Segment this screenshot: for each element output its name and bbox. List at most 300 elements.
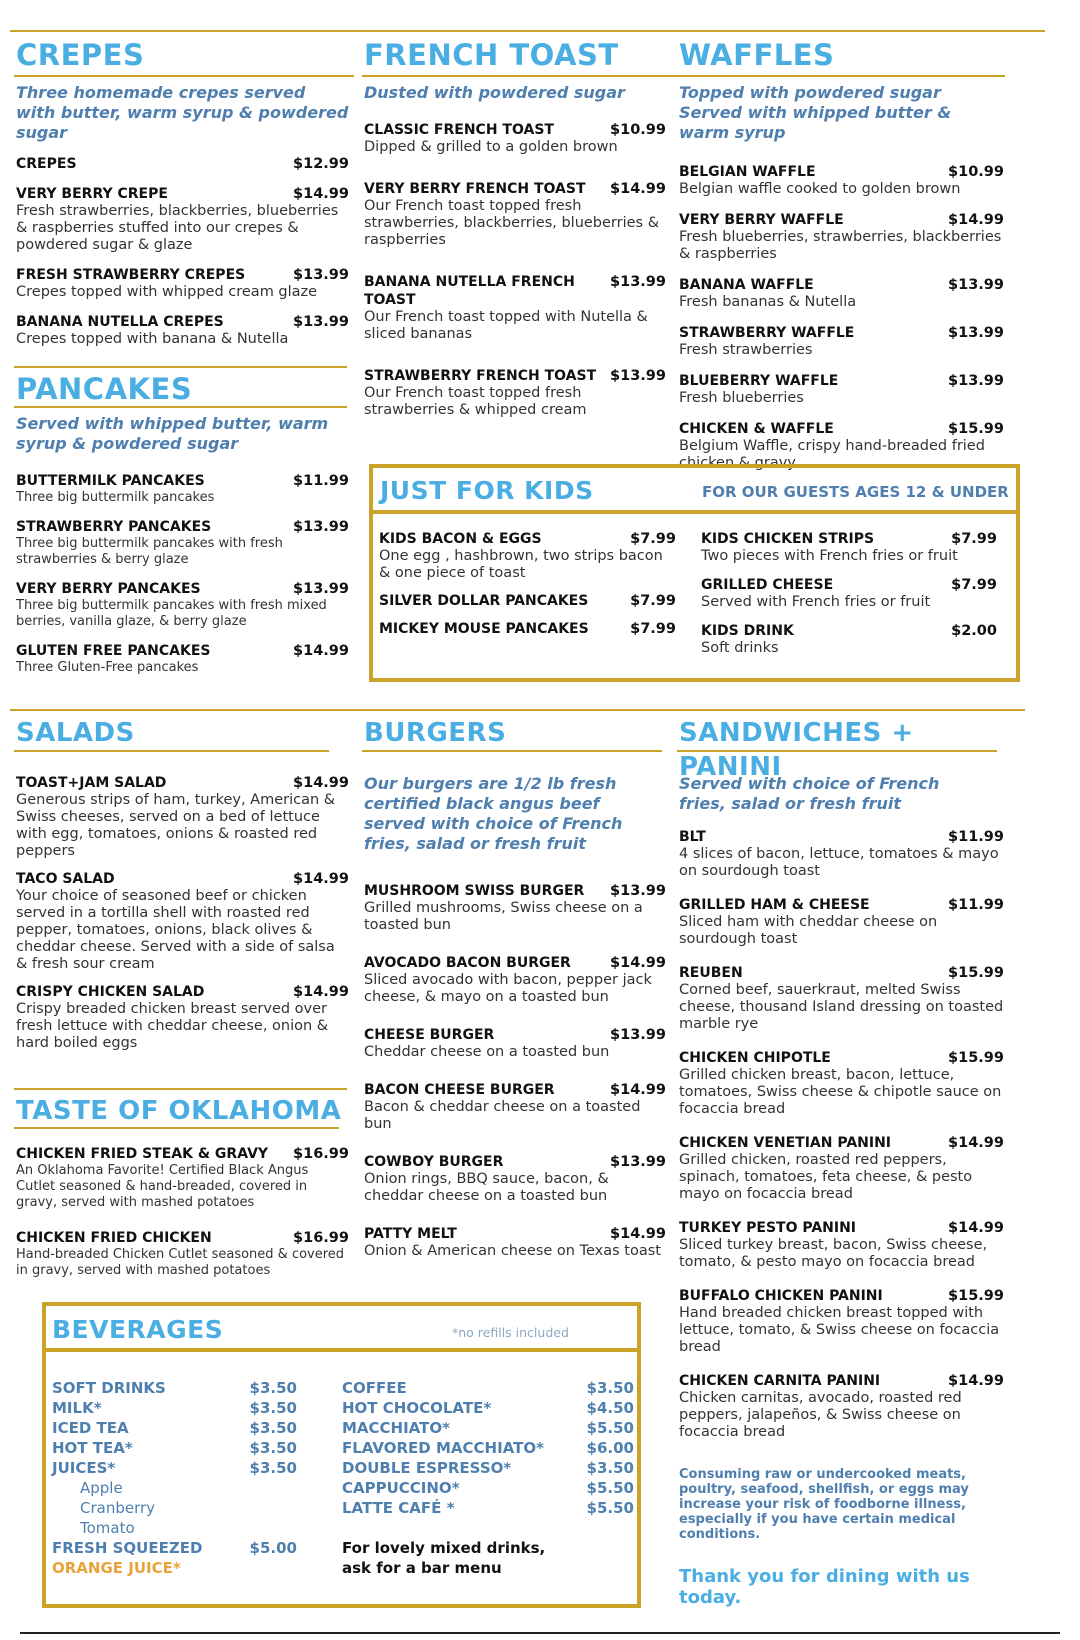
menu-item-price: $13.99 [293,519,349,535]
menu-item-name: VERY BERRY CREPE [16,186,168,202]
menu-item-price: $14.99 [293,984,349,1000]
burgers-subtitle: Our burgers are 1/2 lb fresh certified black angus beef served with choice of French fries, salad or fresh fruit [364,774,623,853]
menu-item-header [679,372,1004,390]
menu-item-name: AVOCADO BACON BURGER [364,955,571,971]
menu-item-name: BANANA WAFFLE [679,277,814,293]
pancakes-body [16,414,349,676]
kids-left [379,530,676,638]
menu-item-description: Sliced ham with cheddar cheese on sourdough toast [679,914,938,947]
menu-item-name: REUBEN [679,965,743,981]
top-rule [10,30,1045,32]
menu-item-name: TACO SALAD [16,871,115,887]
beverage-price: $3.50 [249,1439,297,1457]
bar-note-2: ask for a bar menu [342,1559,502,1577]
menu-item-header [701,576,997,594]
beverages-left-list [52,1378,297,1478]
menu-item-name: GLUTEN FREE PANCAKES [16,643,211,659]
menu-item-description: Sliced avocado with bacon, pepper jack cheese, & mayo on a toasted bun [364,972,652,1005]
menu-item-header [16,983,349,1001]
sandwiches-title: SANDWICHES + PANINI [679,718,914,782]
thank-you-note: Thank you for dining with us today. [679,1566,970,1608]
menu-item-name: CREPES [16,156,77,172]
menu-item-description: Our French toast topped fresh strawberries, blackberries, blueberries & raspberries [364,198,660,248]
beverages-header [52,1313,632,1347]
menu-item [364,180,666,249]
menu-item-name: VERY BERRY PANCAKES [16,581,201,597]
menu-item [679,211,1004,263]
sandwiches-list [679,828,1004,1441]
oklahoma-top-rule [14,1088,347,1090]
menu-item [379,530,676,582]
menu-item-header [364,1153,666,1171]
beverage-price: $4.50 [586,1399,634,1417]
juice-flavor: Apple [80,1479,123,1497]
beverage-name: CAPPUCCINO* [342,1479,460,1497]
beverage-name: HOT TEA* [52,1439,133,1457]
menu-item-name: CHICKEN CHIPOTLE [679,1050,831,1066]
menu-item-price: $14.99 [610,1226,666,1242]
beverage-row [52,1398,297,1418]
menu-item-price: $15.99 [948,1050,1004,1066]
kids-header-rule [373,510,1016,514]
salads-list [16,774,349,1052]
menu-item-name: CHICKEN FRIED STEAK & GRAVY [16,1146,269,1162]
oklahoma-title: TASTE OF OKLAHOMA [16,1096,342,1126]
menu-item-header [364,1081,666,1099]
fresh-oj-price: $5.00 [249,1539,297,1557]
beverage-name: HOT CHOCOLATE* [342,1399,492,1417]
menu-item-header [679,964,1004,982]
pancakes-top-rule [14,366,347,368]
kids-right [701,530,997,657]
beverage-price: $5.50 [586,1499,634,1517]
oklahoma-body [16,1145,349,1279]
salads-title: SALADS [16,718,135,748]
menu-item-name: CHICKEN FRIED CHICKEN [16,1230,212,1246]
menu-item [16,1145,349,1211]
beverage-price: $5.50 [586,1479,634,1497]
menu-item-price: $15.99 [948,421,1004,437]
menu-item-name: FRESH STRAWBERRY CREPES [16,267,246,283]
menu-item-price: $7.99 [630,531,676,547]
beverage-name: FLAVORED MACCHIATO* [342,1439,544,1457]
menu-item-price: $2.00 [951,623,997,639]
menu-item-name: VERY BERRY FRENCH TOAST [364,181,586,197]
orange-juice-label: ORANGE JUICE* [52,1559,181,1577]
waffles-body [679,83,1004,472]
beverage-price: $6.00 [586,1439,634,1457]
menu-item-header [16,774,349,792]
menu-item-price: $14.99 [948,1135,1004,1151]
menu-item [364,121,666,156]
beverage-row [342,1398,634,1418]
menu-item [701,622,997,657]
kids-left-list [379,530,676,638]
menu-item-name: MICKEY MOUSE PANCAKES [379,621,589,637]
menu-item-price: $14.99 [610,181,666,197]
menu-item-description: An Oklahoma Favorite! Certified Black Angus Cutlet seasoned & hand-breaded, covered in gravy, served with mashed potatoes [16,1163,309,1210]
burgers-section [364,716,664,750]
menu-item-price: $10.99 [610,122,666,138]
menu-item-header [679,1134,1004,1152]
menu-item-price: $14.99 [610,1082,666,1098]
french-toast-list [364,121,666,419]
beverage-row [342,1498,634,1518]
menu-item-price: $14.99 [948,1220,1004,1236]
menu-item-name: BACON CHEESE BURGER [364,1082,555,1098]
menu-item-header [679,828,1004,846]
menu-item [679,828,1004,880]
menu-item-price: $14.99 [948,1373,1004,1389]
menu-item-description: Three Gluten-Free pancakes [16,660,199,675]
menu-item-header [679,1287,1004,1305]
menu-item-description: Crispy breaded chicken breast served over fresh lettuce with cheddar cheese, onion & hard boiled eggs [16,1001,329,1051]
menu-item-name: STRAWBERRY FRENCH TOAST [364,368,597,384]
oklahoma-section [16,1094,346,1128]
menu-item-price: $12.99 [293,156,349,172]
french-toast-section [364,38,664,72]
beverage-price: $3.50 [586,1379,634,1397]
beverages-left [52,1378,297,1578]
menu-item-description: Three big buttermilk pancakes with fresh strawberries & berry glaze [16,536,283,567]
menu-item-description: Served with French fries or fruit [701,594,931,610]
menu-item [679,276,1004,311]
oklahoma-rule [14,1127,339,1129]
menu-item-header [379,592,676,610]
pancakes-title: PANCAKES [16,372,193,406]
menu-item-name: VERY BERRY WAFFLE [679,212,844,228]
menu-item-description: Grilled chicken breast, bacon, lettuce, tomatoes, Swiss cheese & chipotle sauce on focaccia bread [679,1067,1002,1117]
menu-item-description: Onion & American cheese on Texas toast [364,1243,661,1259]
menu-item-header [679,1219,1004,1237]
menu-item [16,518,349,568]
menu-item-header [364,954,666,972]
menu-item [364,954,666,1006]
menu-item-header [679,276,1004,294]
menu-item-price: $13.99 [610,368,666,384]
menu-item-price: $14.99 [293,775,349,791]
beverage-row [52,1418,297,1438]
menu-item-price: $14.99 [293,871,349,887]
menu-item [16,774,349,860]
burgers-rule [362,750,662,752]
mid-rule [10,709,1025,711]
menu-item-price: $15.99 [948,965,1004,981]
menu-item [16,185,349,254]
menu-item-header [364,180,666,198]
kids-right-list [701,530,997,657]
menu-item-price: $16.99 [293,1146,349,1162]
beverages-header-rule [46,1348,637,1352]
food-warning: Consuming raw or undercooked meats, poultry, seafood, shellfish, or eggs may increase your risk of foodborne illness, especially if you have certain medical conditions. [679,1467,969,1542]
menu-item [364,273,666,343]
sandwiches-rule [677,750,997,752]
menu-item [679,163,1004,198]
menu-item-header [379,530,676,548]
menu-item-name: BANANA NUTELLA FRENCH TOAST [364,274,575,308]
crepes-subtitle: Three homemade crepes served with butter, warm syrup & powdered sugar [16,83,349,142]
french-toast-subtitle: Dusted with powdered sugar [364,83,625,102]
menu-item-price: $7.99 [630,593,676,609]
oklahoma-list [16,1145,349,1279]
beverage-row [342,1478,634,1498]
menu-item-name: BLUEBERRY WAFFLE [679,373,839,389]
menu-item-price: $7.99 [951,531,997,547]
beverage-name: DOUBLE ESPRESSO* [342,1459,512,1477]
menu-item-name: GRILLED CHEESE [701,577,834,593]
menu-item-description: Our French toast topped fresh strawberries & whipped cream [364,385,587,418]
menu-item-description: Fresh strawberries [679,342,813,358]
sandwiches-body [679,774,1004,1608]
pancakes-rule [14,406,347,408]
menu-item-name: KIDS CHICKEN STRIPS [701,531,875,547]
menu-item-header [364,1026,666,1044]
menu-item-name: CHICKEN VENETIAN PANINI [679,1135,892,1151]
juice-flavor: Cranberry [80,1499,156,1517]
menu-item-name: COWBOY BURGER [364,1154,504,1170]
menu-item-name: BLT [679,829,706,845]
menu-item-description: Fresh blueberries [679,390,804,406]
menu-item-description: Grilled chicken, roasted red peppers, spinach, tomatoes, feta cheese, & pesto mayo on focaccia bread [679,1152,973,1202]
beverage-row [52,1458,297,1478]
menu-item-header [364,1225,666,1243]
juice-flavor: Tomato [80,1519,135,1537]
menu-item-description: Our French toast topped with Nutella & sliced bananas [364,309,648,342]
menu-item [364,367,666,419]
menu-item [679,1287,1004,1356]
menu-item-description: Fresh bananas & Nutella [679,294,857,310]
menu-item-description: Belgian waffle cooked to golden brown [679,181,961,197]
menu-item-price: $10.99 [948,164,1004,180]
menu-item-description: Three big buttermilk pancakes with fresh mixed berries, vanilla glaze, & berry glaze [16,598,327,629]
pancakes-subtitle: Served with whipped butter, warm syrup & powdered sugar [16,414,329,453]
menu-item-description: 4 slices of bacon, lettuce, tomatoes & mayo on sourdough toast [679,846,999,879]
menu-item [16,870,349,973]
crepes-title: CREPES [16,38,145,72]
salads-rule [14,750,329,752]
bottom-rule [20,1632,1060,1634]
menu-item [16,580,349,630]
menu-item [364,1026,666,1061]
menu-item [16,266,349,301]
menu-item-description: Cheddar cheese on a toasted bun [364,1044,610,1060]
menu-item-price: $13.99 [293,267,349,283]
waffles-rule [677,75,1005,77]
beverages-note: *no refills included [452,1325,569,1340]
crepes-section [16,38,351,72]
menu-item [16,1229,349,1279]
menu-item-description: Three big buttermilk pancakes [16,490,215,505]
menu-item-price: $14.99 [293,186,349,202]
beverage-price: $3.50 [249,1459,297,1477]
menu-item-description: Onion rings, BBQ sauce, bacon, & cheddar cheese on a toasted bun [364,1171,609,1204]
menu-item-price: $13.99 [948,325,1004,341]
menu-item-header [679,163,1004,181]
menu-item [16,472,349,506]
fresh-oj-row [52,1538,297,1558]
menu-item [679,324,1004,359]
menu-item-name: PATTY MELT [364,1226,457,1242]
menu-item-header [364,273,666,309]
menu-item-name: CLASSIC FRENCH TOAST [364,122,554,138]
menu-item-description: One egg , hashbrown, two strips bacon & one piece of toast [379,548,663,581]
menu-item-description: Crepes topped with banana & Nutella [16,331,289,347]
menu-item-name: STRAWBERRY WAFFLE [679,325,855,341]
menu-item-description: Fresh blueberries, strawberries, blackberries & raspberries [679,229,1002,262]
fresh-squeezed-label: FRESH SQUEEZED [52,1539,203,1557]
menu-item-price: $11.99 [948,829,1004,845]
menu-item-header [379,620,676,638]
beverage-price: $3.50 [586,1459,634,1477]
beverage-row [342,1418,634,1438]
menu-item-description: Belgium Waffle, crispy hand-breaded fried chicken & gravy [679,438,985,471]
crepes-list [16,155,349,348]
menu-item [16,642,349,676]
crepes-body [16,83,349,348]
menu-item-header [16,642,349,660]
menu-item-price: $15.99 [948,1288,1004,1304]
crepes-rule [14,75,354,77]
menu-item-header [16,1229,349,1247]
menu-item-price: $14.99 [293,643,349,659]
menu-item-header [679,211,1004,229]
menu-item [679,1134,1004,1203]
menu-item-description: Soft drinks [701,640,779,656]
menu-item [16,313,349,348]
menu-item-price: $13.99 [610,274,666,290]
menu-item-description: Bacon & cheddar cheese on a toasted bun [364,1099,641,1132]
waffles-list [679,163,1004,472]
menu-item-header [679,1049,1004,1067]
menu-item-name: BUTTERMILK PANCAKES [16,473,205,489]
pancakes-list [16,472,349,676]
waffles-title: WAFFLES [679,38,835,72]
menu-item-header [16,185,349,203]
beverage-price: $5.50 [586,1419,634,1437]
menu-item-description: Sliced turkey breast, bacon, Swiss cheese, tomato, & pesto mayo on focaccia bread [679,1237,988,1270]
menu-item [364,1153,666,1205]
menu-item-price: $7.99 [630,621,676,637]
menu-item-name: TOAST+JAM SALAD [16,775,167,791]
menu-item-description: Grilled mushrooms, Swiss cheese on a toasted bun [364,900,643,933]
menu-item-price: $16.99 [293,1230,349,1246]
beverage-price: $3.50 [249,1379,297,1397]
kids-note: FOR OUR GUESTS AGES 12 & UNDER [702,483,1009,501]
beverage-name: JUICES* [52,1459,116,1477]
menu-item-price: $14.99 [948,212,1004,228]
bar-note-1: For lovely mixed drinks, [342,1539,546,1557]
juice-flavors [52,1478,297,1538]
menu-item-description: Your choice of seasoned beef or chicken served in a tortilla shell with roasted red pepper, tomatoes, onions, black olives & cheddar cheese. Served with a side of salsa & fresh sour cream [16,888,335,972]
beverage-row [342,1378,634,1398]
beverage-row [52,1438,297,1458]
menu-item [679,1219,1004,1271]
menu-item-name: CRISPY CHICKEN SALAD [16,984,205,1000]
french-toast-title: FRENCH TOAST [364,38,619,72]
menu-item [679,1372,1004,1441]
menu-item-price: $7.99 [951,577,997,593]
menu-item-header [364,367,666,385]
menu-item [364,882,666,934]
burgers-body [364,774,666,1260]
menu-item-name: MUSHROOM SWISS BURGER [364,883,585,899]
menu-item-header [16,313,349,331]
menu-item-name: CHICKEN & WAFFLE [679,421,834,437]
menu-item-name: SILVER DOLLAR PANCAKES [379,593,589,609]
menu-item-price: $13.99 [293,581,349,597]
menu-item-header [16,870,349,888]
menu-item-name: BUFFALO CHICKEN PANINI [679,1288,883,1304]
sandwiches-subtitle: Served with choice of French fries, salad or fresh fruit [679,774,940,813]
beverage-price: $3.50 [249,1419,297,1437]
salads-body [16,774,349,1052]
menu-item-description: Corned beef, sauerkraut, melted Swiss cheese, thousand Island dressing on toasted marble rye [679,982,1004,1032]
menu-item-header [679,1372,1004,1390]
beverage-name: SOFT DRINKS [52,1379,166,1397]
menu-item-header [16,518,349,536]
menu-item-name: BANANA NUTELLA CREPES [16,314,224,330]
beverages-right [342,1378,634,1578]
menu-item-description: Generous strips of ham, turkey, American & Swiss cheeses, served on a bed of lettuce with egg, tomatoes, onions & roasted red peppers [16,792,336,859]
menu-item-name: STRAWBERRY PANCAKES [16,519,212,535]
beverage-name: MILK* [52,1399,102,1417]
waffles-section [679,38,1009,72]
burgers-title: BURGERS [364,718,507,748]
menu-item-header [701,622,997,640]
kids-header [380,474,1010,508]
menu-item [679,372,1004,407]
menu-item-header [679,896,1004,914]
menu-item-name: KIDS BACON & EGGS [379,531,542,547]
menu-item-name: KIDS DRINK [701,623,794,639]
menu-item-header [16,580,349,598]
menu-item-description: Two pieces with French fries or fruit [701,548,958,564]
menu-item-price: $13.99 [610,1154,666,1170]
menu-item [379,592,676,610]
menu-item-header [364,121,666,139]
menu-item [701,576,997,611]
menu-item-header [16,266,349,284]
menu-item-header [16,472,349,490]
menu-item [679,964,1004,1033]
menu-item-name: GRILLED HAM & CHEESE [679,897,870,913]
beverage-price: $3.50 [249,1399,297,1417]
menu-item [379,620,676,638]
menu-item-description: Hand breaded chicken breast topped with lettuce, tomato, & Swiss cheese on focaccia bread [679,1305,1000,1355]
menu-item [364,1225,666,1260]
waffles-subtitle-1: Topped with powdered sugar [679,83,941,102]
beverage-name: LATTE CAFÉ * [342,1499,455,1517]
beverage-name: COFFEE [342,1379,407,1397]
salads-section [16,716,346,750]
menu-item-name: BELGIAN WAFFLE [679,164,816,180]
menu-item [679,1049,1004,1118]
menu-item-name: CHEESE BURGER [364,1027,495,1043]
pancakes-section [16,372,349,406]
french-toast-rule [362,75,678,77]
beverage-row [342,1438,634,1458]
menu-item-price: $13.99 [948,277,1004,293]
beverage-row [342,1458,634,1478]
burgers-list [364,882,666,1260]
waffles-subtitle-2: Served with whipped butter & warm syrup [679,103,952,142]
menu-item-price: $11.99 [293,473,349,489]
menu-item [364,1081,666,1133]
beverage-name: ICED TEA [52,1419,129,1437]
menu-item-name: TURKEY PESTO PANINI [679,1220,857,1236]
menu-item-header [16,1145,349,1163]
menu-item-price: $13.99 [293,314,349,330]
